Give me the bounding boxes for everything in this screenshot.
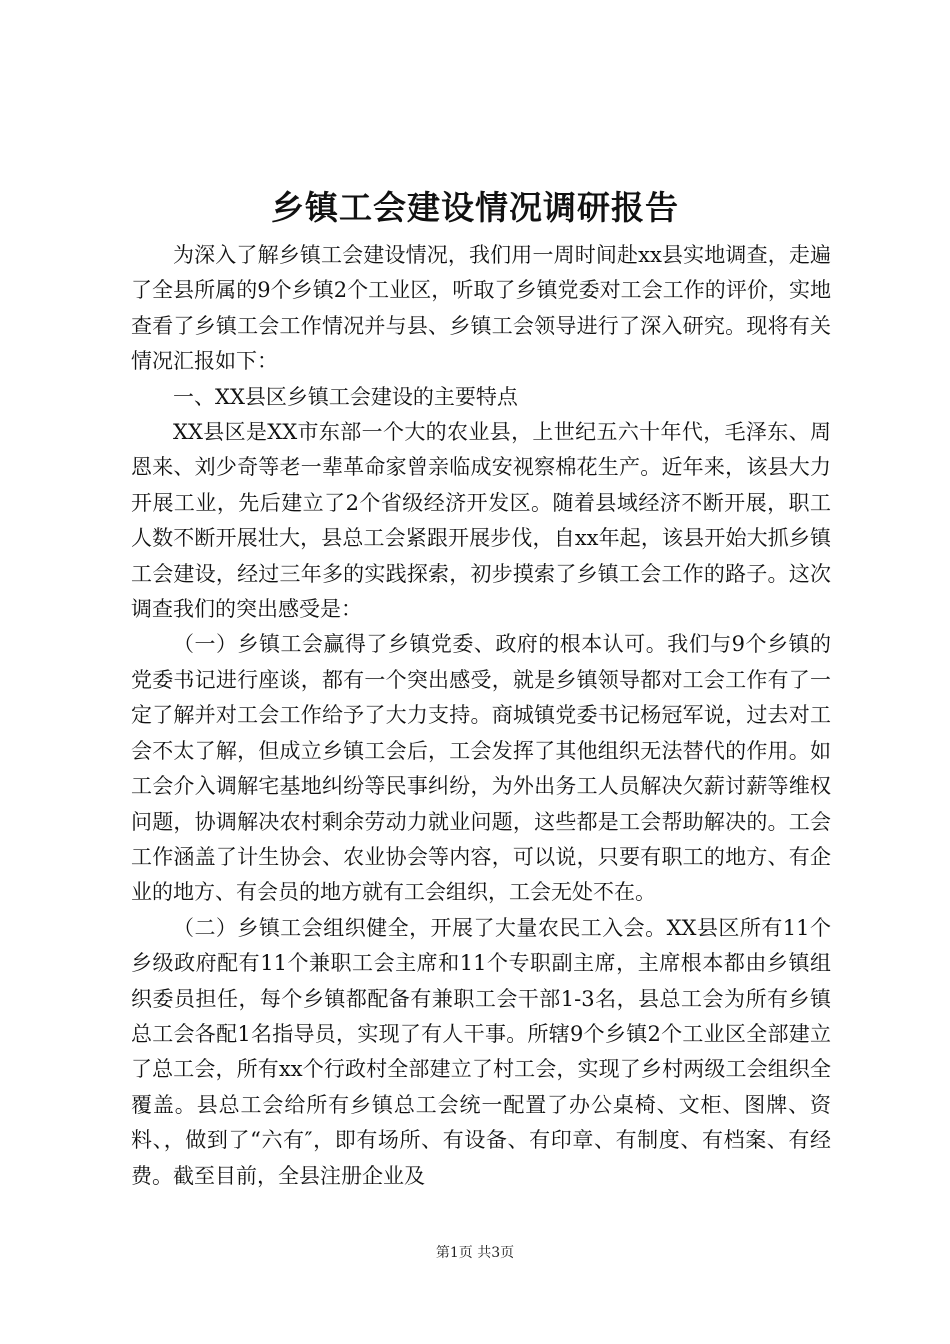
- document-title: 乡镇工会建设情况调研报告: [271, 188, 679, 227]
- subsection-two-paragraph: （二）乡镇工会组织健全，开展了大量农民工入会。XX县区所有11个乡级政府配有11个兼职工会主席和11个专职副主席，主席根本都由乡镇组织委员担任，每个乡镇都配备有兼职工会干部1-3名，县总工会为所有乡镇总工会各配1名指导员，实现了有人干事。所辖9个乡镇2个工业区全部建立了总工会，所有xx个行政村全部建立了村工会，实现了乡村两级工会组织全覆盖。县总工会给所有乡镇总工会统一配置了办公桌椅、文柜、图牌、资料、，做到了“六有″，即有场所、有设备、有印章、有制度、有档案、有经费。截至目前，全县注册企业及: [131, 915, 831, 1188]
- background-paragraph: XX县区是XX市东部一个大的农业县，上世纪五六十年代，毛泽东、周恩来、刘少奇等老一辈革命家曾亲临成安视察棉花生产。近年来，该县大力开展工业，先后建立了2个省级经济开发区。随着县域经济不断开展，职工人数不断开展壮大，县总工会紧跟开展步伐，自xx年起，该县开始大抓乡镇工会建设，经过三年多的实践探索，初步摸索了乡镇工会工作的路子。这次调查我们的突出感受是：: [131, 420, 831, 622]
- document-body: [131, 238, 831, 1194]
- intro-paragraph: 为深入了解乡镇工会建设情况，我们用一周时间赴xx县实地调查，走遍了全县所属的9个乡镇2个工业区，听取了乡镇党委对工会工作的评价，实地查看了乡镇工会工作情况并与县、乡镇工会领导进行了深入研究。现将有关情况汇报如下：: [131, 243, 831, 374]
- subsection-one-paragraph: （一）乡镇工会赢得了乡镇党委、政府的根本认可。我们与9个乡镇的党委书记进行座谈，都有一个突出感受，就是乡镇领导都对工会工作有了一定了解并对工会工作给予了大力支持。商城镇党委书记杨冠军说，过去对工会不太了解，但成立乡镇工会后，工会发挥了其他组织无法替代的作用。如工会介入调解宅基地纠纷等民事纠纷，为外出务工人员解决欠薪讨薪等维权问题，协调解决农村剩余劳动力就业问题，这些都是工会帮助解决的。工会工作涵盖了计生协会、农业协会等内容，可以说，只要有职工的地方、有企业的地方、有会员的地方就有工会组织，工会无处不在。: [131, 632, 831, 905]
- page-number-footer: 第1页 共3页: [435, 1245, 515, 1261]
- section-heading: 一、XX县区乡镇工会建设的主要特点: [173, 384, 518, 409]
